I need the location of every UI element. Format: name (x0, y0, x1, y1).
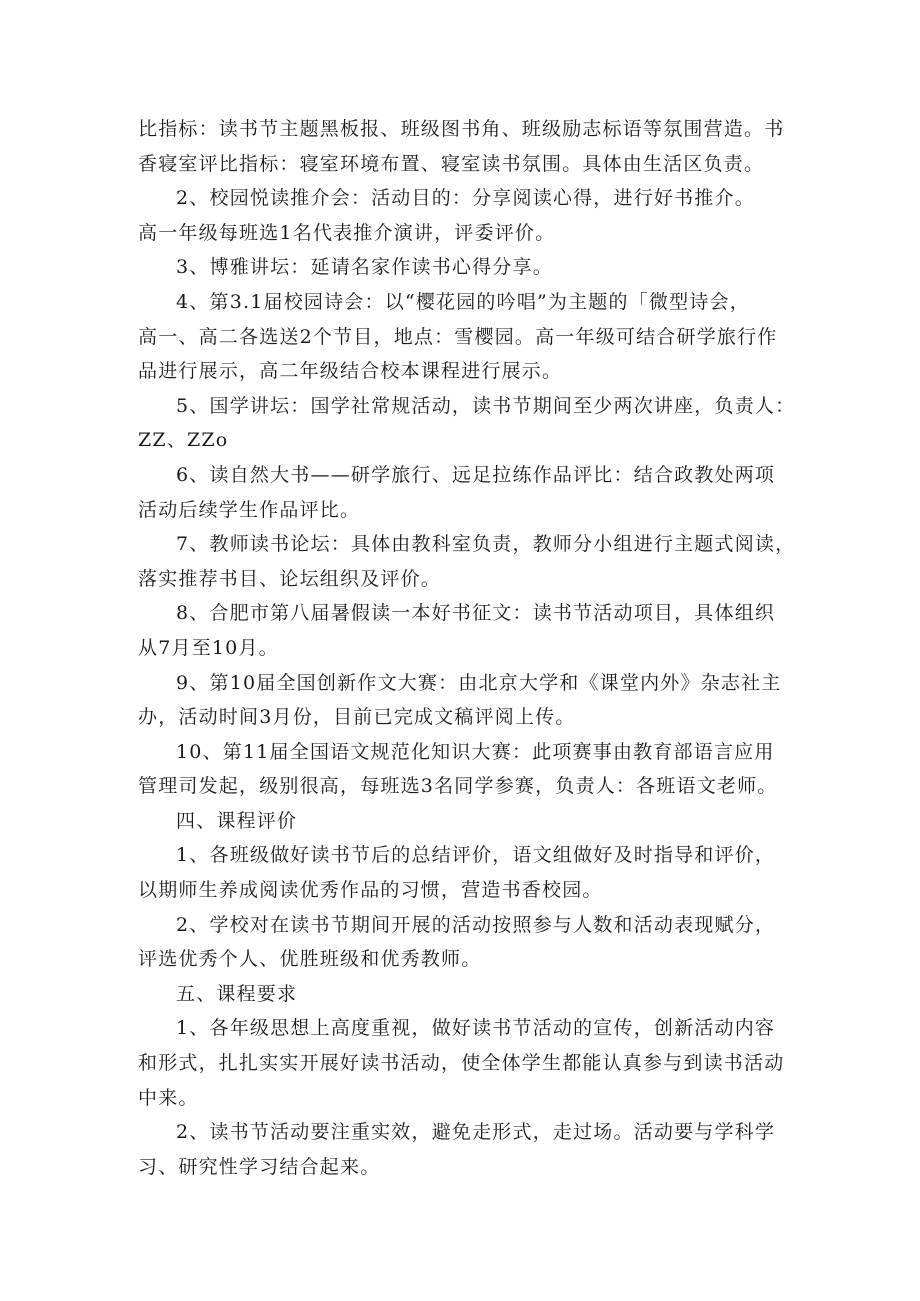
text-line: 7、教师读书论坛：具体由教科室负责，教师分小组进行主题式阅读， (176, 533, 796, 556)
text-line: 6、读自然大书——研学旅行、远足拉练作品评比：结合政教处两项 (176, 463, 776, 486)
text-line: 活动后续学生作品评比。 (138, 498, 361, 521)
text-line: 9、第10届全国创新作文大赛：由北京大学和《课堂内外》杂志社主 (176, 671, 782, 694)
text-line: 管理司发起，级别很高，每班选3名同学参赛，负责人：各班语文老师。 (138, 775, 778, 798)
text-line: 比指标：读书节主题黑板报、班级图书角、班级励志标语等氛围营造。书 (138, 118, 785, 140)
text-line: 办，活动时间3月份，目前已完成文稿评阅上传。 (138, 706, 576, 729)
text-line: 高一年级每班选1名代表推介演讲，评委评价。 (138, 221, 556, 244)
document-body (138, 112, 798, 1184)
text-line: 香寝室评比指标：寝室环境布置、寝室读书氛围。具体由生活区负责。 (138, 152, 765, 175)
text-line: 4、第3.1届校园诗会：以“樱花园的吟唱”为主题的「微型诗会， (176, 290, 750, 313)
text-line: 2、学校对在读书节期间开展的活动按照参与人数和活动表现赋分， (176, 913, 776, 936)
text-line: 以期师生养成阅读优秀作品的习惯，营造书香校园。 (138, 879, 603, 902)
text-line: 落实推荐书目、论坛组织及评价。 (138, 567, 442, 590)
text-line: 五、课程要求 (176, 982, 298, 1005)
text-line: 中来。 (138, 1086, 199, 1109)
text-line: 2、读书节活动要注重实效，避免走形式，走过场。活动要与学科学 (176, 1121, 776, 1144)
text-line: 5、国学讲坛：国学社常规活动，读书节期间至少两次讲座，负责人： (176, 394, 796, 417)
text-line: 1、各班级做好读书节后的总结评价，语文组做好及时指导和评价， (176, 844, 776, 867)
text-line: 8、合肥市第八届暑假读一本好书征文：读书节活动项目，具体组织 (176, 602, 776, 625)
text-line: 1、各年级思想上高度重视，做好读书节活动的宣传，创新活动内容 (176, 1017, 776, 1040)
text-line: 高一、高二各选送2个节目，地点：雪樱园。高一年级可结合研学旅行作 (138, 325, 778, 348)
text-line: 10、第11届全国语文规范化知识大赛：此项赛事由教育部语言应用 (176, 740, 775, 763)
text-line: 四、课程评价 (176, 809, 298, 832)
text-line: 品进行展示，高二年级结合校本课程进行展示。 (138, 360, 563, 383)
text-line: 和形式，扎扎实实开展好读书活动，使全体学生都能认真参与到读书活动 (138, 1052, 785, 1075)
text-line: 评选优秀个人、优胜班级和优秀教师。 (138, 948, 482, 971)
text-line: 从7月至10月。 (138, 636, 279, 659)
text-line: 习、研究性学习结合起来。 (138, 1155, 381, 1178)
text-line: 3、博雅讲坛：延请名家作读书心得分享。 (176, 256, 553, 279)
text-line: ZZ、ZZo (138, 429, 229, 452)
text-line: 2、校园悦读推介会：活动目的：分享阅读心得，进行好书推介。 (176, 187, 755, 210)
